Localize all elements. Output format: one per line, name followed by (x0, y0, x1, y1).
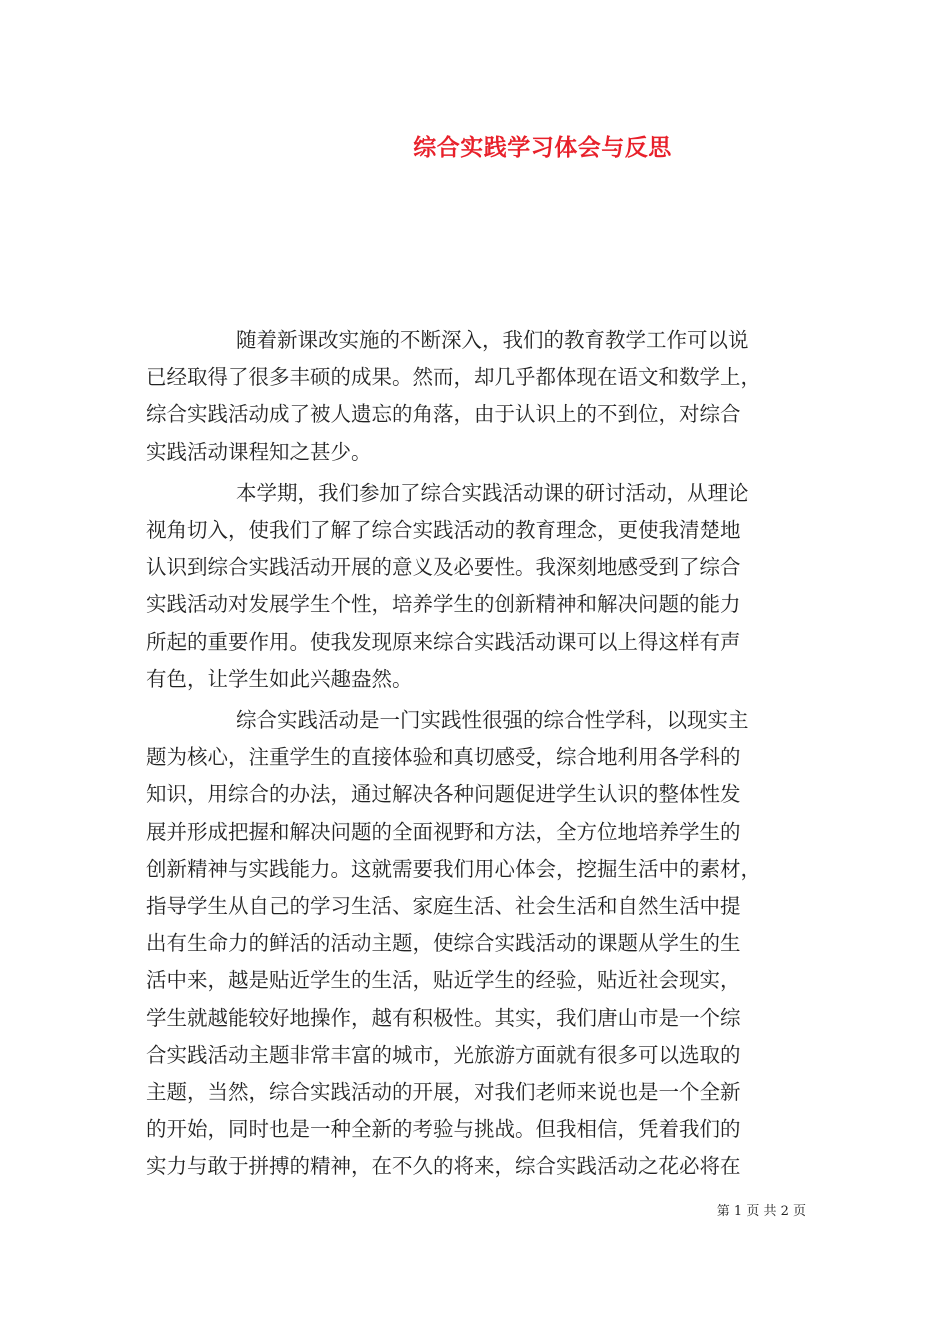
paragraph-line: 创新精神与实践能力。这就需要我们用心体会，挖掘生活中的素材， (146, 856, 761, 881)
paragraph-line: 实践活动对发展学生个性，培养学生的创新精神和解决问题的能力 (146, 592, 741, 617)
paragraph-line: 认识到综合实践活动开展的意义及必要性。我深刻地感受到了综合 (146, 555, 741, 580)
page-number-footer: 第 1 页 共 2 页 (716, 1204, 806, 1219)
document-body (146, 322, 808, 1190)
paragraph-line: 活中来，越是贴近学生的生活，贴近学生的经验，贴近社会现实， (146, 968, 741, 993)
document-title: 综合实践学习体会与反思 (413, 134, 672, 161)
paragraph-line: 主题，当然，综合实践活动的开展，对我们老师来说也是一个全新 (146, 1080, 741, 1105)
paragraph-2 (146, 475, 808, 698)
paragraph-line: 随着新课改实施的不断深入，我们的教育教学工作可以说 (236, 328, 749, 352)
paragraph-3 (146, 702, 808, 1186)
paragraph-line: 已经取得了很多丰硕的成果。然而，却几乎都体现在语文和数学上， (146, 365, 761, 390)
paragraph-line: 出有生命力的鲜活的活动主题，使综合实践活动的课题从学生的生 (146, 931, 741, 956)
paragraph-line: 视角切入，使我们了解了综合实践活动的教育理念，更使我清楚地 (146, 518, 741, 543)
paragraph-line: 合实践活动主题非常丰富的城市，光旅游方面就有很多可以选取的 (146, 1042, 741, 1067)
paragraph-line: 本学期，我们参加了综合实践活动课的研讨活动，从理论 (236, 480, 749, 505)
paragraph-line: 有色，让学生如此兴趣盎然。 (146, 666, 413, 691)
paragraph-line: 实力与敢于拼搏的精神，在不久的将来，综合实践活动之花必将在 (146, 1154, 741, 1179)
paragraph-line: 综合实践活动成了被人遗忘的角落，由于认识上的不到位，对综合 (146, 402, 741, 427)
paragraph-line: 展并形成把握和解决问题的全面视野和方法，全方位地培养学生的 (146, 819, 741, 844)
paragraph-line: 实践活动课程知之甚少。 (146, 439, 372, 464)
paragraph-line: 综合实践活动是一门实践性很强的综合性学科，以现实主 (236, 708, 749, 733)
paragraph-line: 所起的重要作用。使我发现原来综合实践活动课可以上得这样有声 (146, 629, 741, 654)
paragraph-line: 指导学生从自己的学习生活、家庭生活、社会生活和自然生活中提 (146, 894, 741, 919)
paragraph-line: 学生就越能较好地操作，越有积极性。其实，我们唐山市是一个综 (146, 1005, 741, 1030)
paragraph-line: 知识，用综合的办法，通过解决各种问题促进学生认识的整体性发 (146, 782, 741, 807)
paragraph-line: 的开始，同时也是一种全新的考验与挑战。但我相信，凭着我们的 (146, 1117, 741, 1142)
paragraph-1 (146, 322, 808, 471)
paragraph-line: 题为核心，注重学生的直接体验和真切感受，综合地利用各学科的 (146, 745, 741, 770)
